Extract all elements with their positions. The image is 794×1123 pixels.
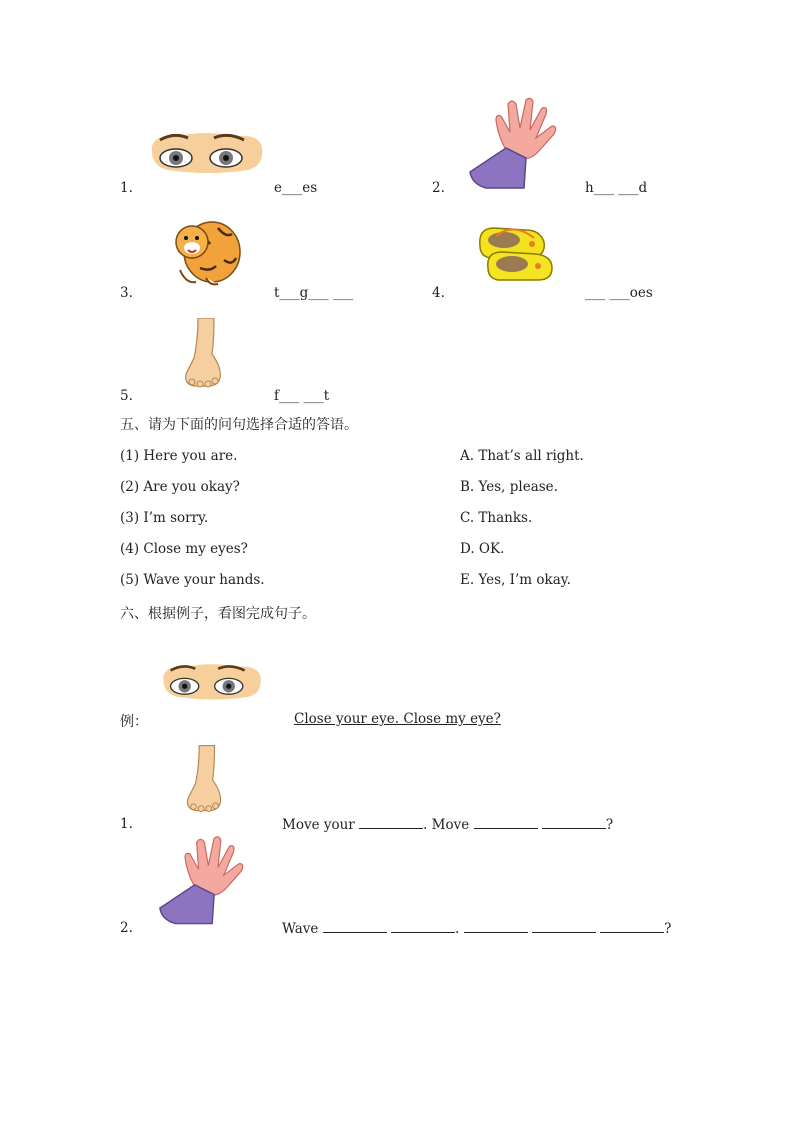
item-1-number: 1. [120,180,133,196]
q1-blank-3[interactable] [542,816,606,829]
q1-start: Move your [282,817,355,833]
tiger-picture [166,208,246,288]
question-3: (3) I’m sorry. [120,510,209,526]
question-2: (2) Are you okay? [120,479,240,495]
q1-blank-1[interactable] [359,816,423,829]
item-2-number: 2. [432,180,445,196]
q2-number: 2. [120,920,133,936]
item-4-number: 4. [432,285,445,301]
question-4: (4) Close my eyes? [120,541,248,557]
q1-foot-picture [182,745,226,813]
example-eyes-picture [160,658,264,704]
foot-picture [180,318,226,388]
item-5-number: 5. [120,388,133,404]
question-1: (1) Here you are. [120,448,238,464]
shoes-picture [474,208,556,282]
item-5-word: f___ ___t [274,388,330,404]
item-3-number: 3. [120,285,133,301]
q2-blank-2[interactable] [391,920,455,933]
q1-sentence [282,816,613,833]
q2-sentence [282,920,671,937]
answer-e: E. Yes, I’m okay. [460,572,571,588]
q2-blank-3[interactable] [464,920,528,933]
item-2-word: h___ ___d [585,180,648,196]
q1-blank-2[interactable] [474,816,538,829]
item-3-word: t___g___ ___ [274,285,354,301]
example-sentence: Close your eye. Close my eye? [294,711,501,727]
q2-mid: . [454,921,460,937]
item-4-word: ___ ___oes [585,285,653,301]
answer-b: B. Yes, please. [460,479,558,495]
q2-start: Wave [282,921,319,937]
q2-blank-5[interactable] [600,920,664,933]
q1-number: 1. [120,816,133,832]
answer-d: D. OK. [460,541,505,557]
q2-blank-1[interactable] [323,920,387,933]
example-label: 例： [120,714,148,730]
eyes-picture [148,128,266,176]
q1-mid: . Move [423,817,470,833]
q2-blank-4[interactable] [532,920,596,933]
item-1-word: e___es [274,180,318,196]
answer-c: C. Thanks. [460,510,533,526]
q1-end: ? [605,817,614,833]
answer-a: A. That’s all right. [460,448,584,464]
q2-end: ? [664,921,672,937]
hand-picture [466,96,561,190]
part6-title: 六、根据例子，看图完成句子。 [120,606,316,622]
part5-title: 五、请为下面的问句选择合适的答语。 [120,417,358,433]
question-5: (5) Wave your hands. [120,572,265,588]
q2-hand-picture [156,834,248,926]
